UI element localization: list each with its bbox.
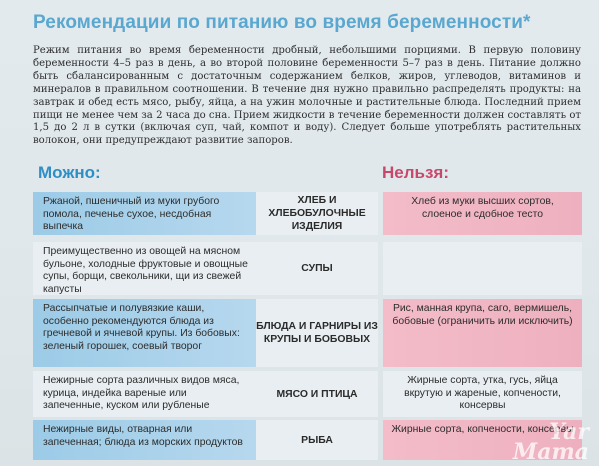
forbidden-cell: Хлеб из муки высших сортов, слоеное и сдобное тесто	[383, 192, 582, 235]
table-row-fish	[0, 419, 599, 465]
allowed-cell: Преимущественно из овощей на мясном бульоне, холодные фруктовые и овощные супы, борщи, свекольники, щи из свежей капусты	[33, 242, 256, 295]
table-row-bread	[0, 192, 599, 235]
category-cell: РЫБА	[256, 420, 378, 460]
table-row-meat	[0, 371, 599, 417]
allowed-cell: Нежирные сорта различных видов мяса, курица, индейка вареные или запеченные, куском или рубленые	[33, 371, 256, 417]
category-cell: ХЛЕБ И ХЛЕБОБУЛОЧНЫЕ ИЗДЕЛИЯ	[256, 192, 378, 235]
allowed-cell: Рассыпчатые и полувязкие каши, особенно рекомендуются блюда из гречневой и ячневой крупы. Из бобовых: зеленый горошек, соевый творог	[33, 299, 256, 367]
forbidden-cell: Жирные сорта, копчености, консервы	[383, 420, 582, 460]
category-cell: СУПЫ	[256, 242, 378, 295]
forbidden-cell: Рис, манная крупа, саго, вермишель, бобовые (ограничить или исключить)	[383, 299, 582, 367]
table-row-soups	[0, 242, 599, 295]
forbidden-column-heading: Нельзя:	[382, 163, 450, 182]
forbidden-cell: Жирные сорта, утка, гусь, яйца вкрутую и жареные, копчености, консервы	[383, 371, 582, 417]
category-cell: МЯСО И ПТИЦА	[256, 371, 378, 417]
page-title: Рекомендации по питанию во время беременности*	[33, 12, 531, 33]
allowed-cell: Ржаной, пшеничный из муки грубого помола, печенье сухое, несдобная выпечка	[33, 192, 256, 235]
forbidden-cell	[383, 242, 582, 295]
table-row-grains	[0, 299, 599, 367]
watermark-logo: Yar Mama	[512, 419, 589, 465]
category-cell: БЛЮДА И ГАРНИРЫ ИЗ КРУПЫ И БОБОВЫХ	[256, 299, 378, 367]
allowed-cell: Нежирные виды, отварная или запеченная; блюда из морских продуктов	[33, 420, 256, 460]
allowed-column-heading: Можно:	[38, 163, 101, 182]
intro-paragraph: Режим питания во время беременности дробный, небольшими порциями. В первую половину беременности 4–5 раз в день, а во второй половине беременности 5–7 раз в день. Питание должно быть сбалансированным с достаточным содержанием белков, жиров, углеводов, витаминов и минералов в правильном соотношении. В течение дня нужно правильно распределять продукты: на завтрак и обед есть мясо, рыбу, яйца, а на ужин молочные и растительные блюда. Последний прием пищи не менее чем за 2 часа до сна. Прием жидкости в течение беременности должен составлять от 1,5 до 2 л в сутки (включая суп, чай, компот и воду). Следует больше употреблять растительных волокон, они предупреждают развитие запоров.	[33, 45, 581, 147]
